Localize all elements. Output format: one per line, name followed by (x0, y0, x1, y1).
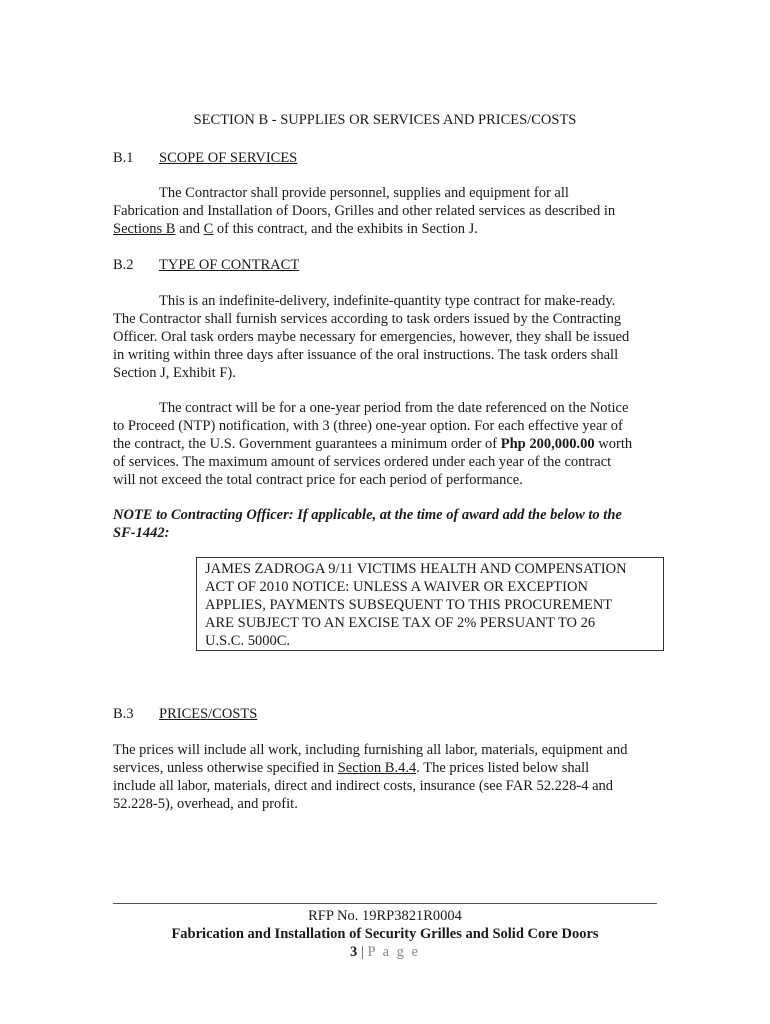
b2-p1-line: Officer. Oral task orders maybe necessary for emergencies, however, they shall be issued (113, 329, 630, 345)
b2-p1-line: The Contractor shall furnish services according to task orders issued by the Contracting (113, 311, 622, 327)
b2-p2-line: to Proceed (NTP) notification, with 3 (three) one-year option. For each effective year of (113, 418, 623, 434)
b3-text-line: 52.228-5), overhead, and profit. (113, 796, 298, 812)
b1-text-line: Fabrication and Installation of Doors, Grilles and other related services as described in (113, 203, 616, 219)
b3-text-line (113, 759, 589, 777)
note-line: SF-1442: (113, 525, 170, 541)
notice-line: APPLIES, PAYMENTS SUBSEQUENT TO THIS PROCUREMENT (205, 597, 613, 613)
sections-b-link[interactable]: Sections B (113, 221, 176, 237)
page-label: P a g e (367, 944, 420, 960)
b2-p2-line: will not exceed the total contract price for each period of performance. (113, 472, 523, 488)
notice-line: ACT OF 2010 NOTICE: UNLESS A WAIVER OR EXCEPTION (205, 579, 588, 595)
footer-title: Fabrication and Installation of Security Grilles and Solid Core Doors (171, 926, 599, 942)
b2-p2-line: The contract will be for a one-year period from the date referenced on the Notice (159, 400, 629, 416)
b2-heading: TYPE OF CONTRACT (159, 257, 300, 273)
text-fragment: services, unless otherwise specified in (113, 760, 338, 776)
notice-box (196, 557, 664, 651)
page-number (0, 943, 770, 961)
b3-number: B.3 (113, 706, 134, 722)
text-fragment: worth (594, 436, 633, 452)
section-title: SECTION B - SUPPLIES OR SERVICES AND PRICES/COSTS (193, 112, 577, 128)
b2-p2-line (113, 435, 632, 453)
section-c-link[interactable]: C (203, 221, 214, 237)
notice-line: U.S.C. 5000C. (205, 633, 291, 649)
b2-number: B.2 (113, 257, 134, 273)
text-fragment: of this contract, and the exhibits in Section J. (213, 221, 478, 237)
page-separator: | (360, 944, 364, 960)
text-fragment: the contract, the U.S. Government guarantees a minimum order of (113, 436, 501, 452)
notice-line: JAMES ZADROGA 9/11 VICTIMS HEALTH AND COMPENSATION (205, 561, 627, 577)
text-fragment: . The prices listed below shall (416, 760, 590, 776)
minimum-order-amount: Php 200,000.00 (500, 436, 595, 452)
b1-number: B.1 (113, 150, 134, 166)
note-line: NOTE to Contracting Officer: If applicable, at the time of award add the below to the (113, 507, 622, 523)
b3-text-line: The prices will include all work, including furnishing all labor, materials, equipment and (113, 742, 628, 758)
notice-line: ARE SUBJECT TO AN EXCISE TAX OF 2% PERSUANT TO 26 (205, 615, 596, 631)
b1-heading: SCOPE OF SERVICES (159, 150, 298, 166)
b3-heading: PRICES/COSTS (159, 706, 258, 722)
b2-p2-line: of services. The maximum amount of services ordered under each year of the contract (113, 454, 612, 470)
b1-text-line: The Contractor shall provide personnel, supplies and equipment for all (159, 185, 569, 201)
footer-divider (113, 903, 657, 904)
b2-p1-line: in writing within three days after issuance of the oral instructions. The task orders shall (113, 347, 619, 363)
b2-p1-line: This is an indefinite-delivery, indefinite-quantity type contract for make-ready. (159, 293, 616, 309)
text-fragment: and (175, 221, 204, 237)
footer-rfp-number: RFP No. 19RP3821R0004 (308, 908, 462, 924)
b3-text-line: include all labor, materials, direct and indirect costs, insurance (see FAR 52.228-4 and (113, 778, 614, 794)
b2-p1-line: Section J, Exhibit F). (113, 365, 236, 381)
page-number-value: 3 (350, 944, 358, 960)
b1-text-line (113, 220, 478, 238)
section-b44-link[interactable]: Section B.4.4 (337, 760, 417, 776)
